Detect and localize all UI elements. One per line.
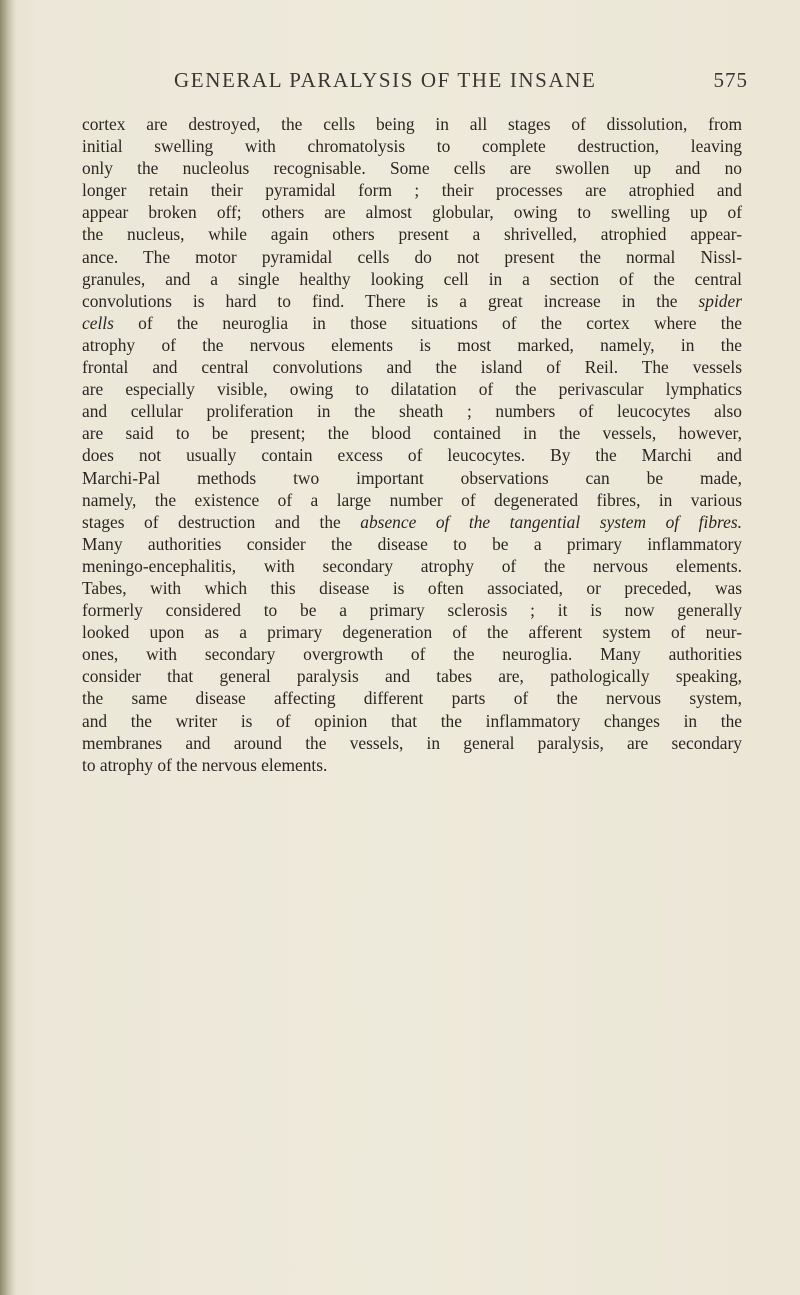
text-line: initial swelling with chromatolysis to complete destruction, leaving	[82, 136, 742, 157]
page-binding-edge	[0, 0, 16, 1295]
text-line: are said to be present; the blood contained in the vessels, however,	[82, 423, 742, 444]
text-line: cells of the neuroglia in those situations of the cortex where the	[82, 312, 742, 333]
text-line: granules, and a single healthy looking cell in a section of the central	[82, 268, 742, 289]
text-line: ance. The motor pyramidal cells do not present the normal Nissl-	[82, 246, 742, 267]
text-line: and cellular proliferation in the sheath ; numbers of leucocytes also	[82, 401, 742, 422]
text-line: looked upon as a primary degeneration of the afferent system of neur-	[82, 622, 742, 643]
text-line: Marchi-Pal methods two important observations can be made,	[82, 467, 742, 488]
running-title: GENERAL PARALYSIS OF THE INSANE	[174, 68, 597, 92]
text-line: meningo-encephalitis, with secondary atrophy of the nervous elements.	[82, 555, 742, 576]
text-line: the same disease affecting different parts of the nervous system,	[82, 688, 742, 709]
running-head	[60, 68, 748, 98]
text-line: atrophy of the nervous elements is most marked, namely, in the	[82, 334, 742, 355]
text-line: formerly considered to be a primary sclerosis ; it is now generally	[82, 600, 742, 621]
body-paragraph	[82, 113, 742, 776]
text-line: only the nucleolus recognisable. Some cells are swollen up and no	[82, 158, 742, 179]
text-line: the nucleus, while again others present a shrivelled, atrophied appear-	[82, 224, 742, 245]
text-line: convolutions is hard to find. There is a great increase in the spider	[82, 290, 742, 311]
text-line: are especially visible, owing to dilatation of the perivascular lymphatics	[82, 379, 742, 400]
text-line: cortex are destroyed, the cells being in all stages of dissolution, from	[82, 114, 742, 134]
text-line: stages of destruction and the absence of the tangential system of fibres.	[82, 511, 742, 532]
text-line: consider that general paralysis and tabes are, pathologically speaking,	[82, 666, 742, 687]
text-line: frontal and central convolutions and the island of Reil. The vessels	[82, 357, 742, 378]
text-line: does not usually contain excess of leucocytes. By the Marchi and	[82, 445, 742, 466]
text-line: longer retain their pyramidal form ; their processes are atrophied and	[82, 180, 742, 201]
text-line: to atrophy of the nervous elements.	[82, 754, 328, 775]
text-line: namely, the existence of a large number of degenerated fibres, in various	[82, 489, 742, 510]
text-line: appear broken off; others are almost globular, owing to swelling up of	[82, 202, 742, 223]
text-line: membranes and around the vessels, in general paralysis, are secondary	[82, 732, 742, 753]
page-number: 575	[713, 68, 748, 92]
text-line: and the writer is of opinion that the inflammatory changes in the	[82, 710, 742, 731]
text-line: Tabes, with which this disease is often associated, or preceded, was	[82, 577, 742, 598]
italic-phrase: spider	[698, 290, 742, 311]
italic-phrase: absence of the tangential system of fibres.	[360, 511, 742, 532]
text-line: Many authorities consider the disease to be a primary inflammatory	[82, 533, 742, 554]
text-line: ones, with secondary overgrowth of the neuroglia. Many authorities	[82, 644, 742, 665]
italic-phrase: cells	[82, 312, 114, 333]
